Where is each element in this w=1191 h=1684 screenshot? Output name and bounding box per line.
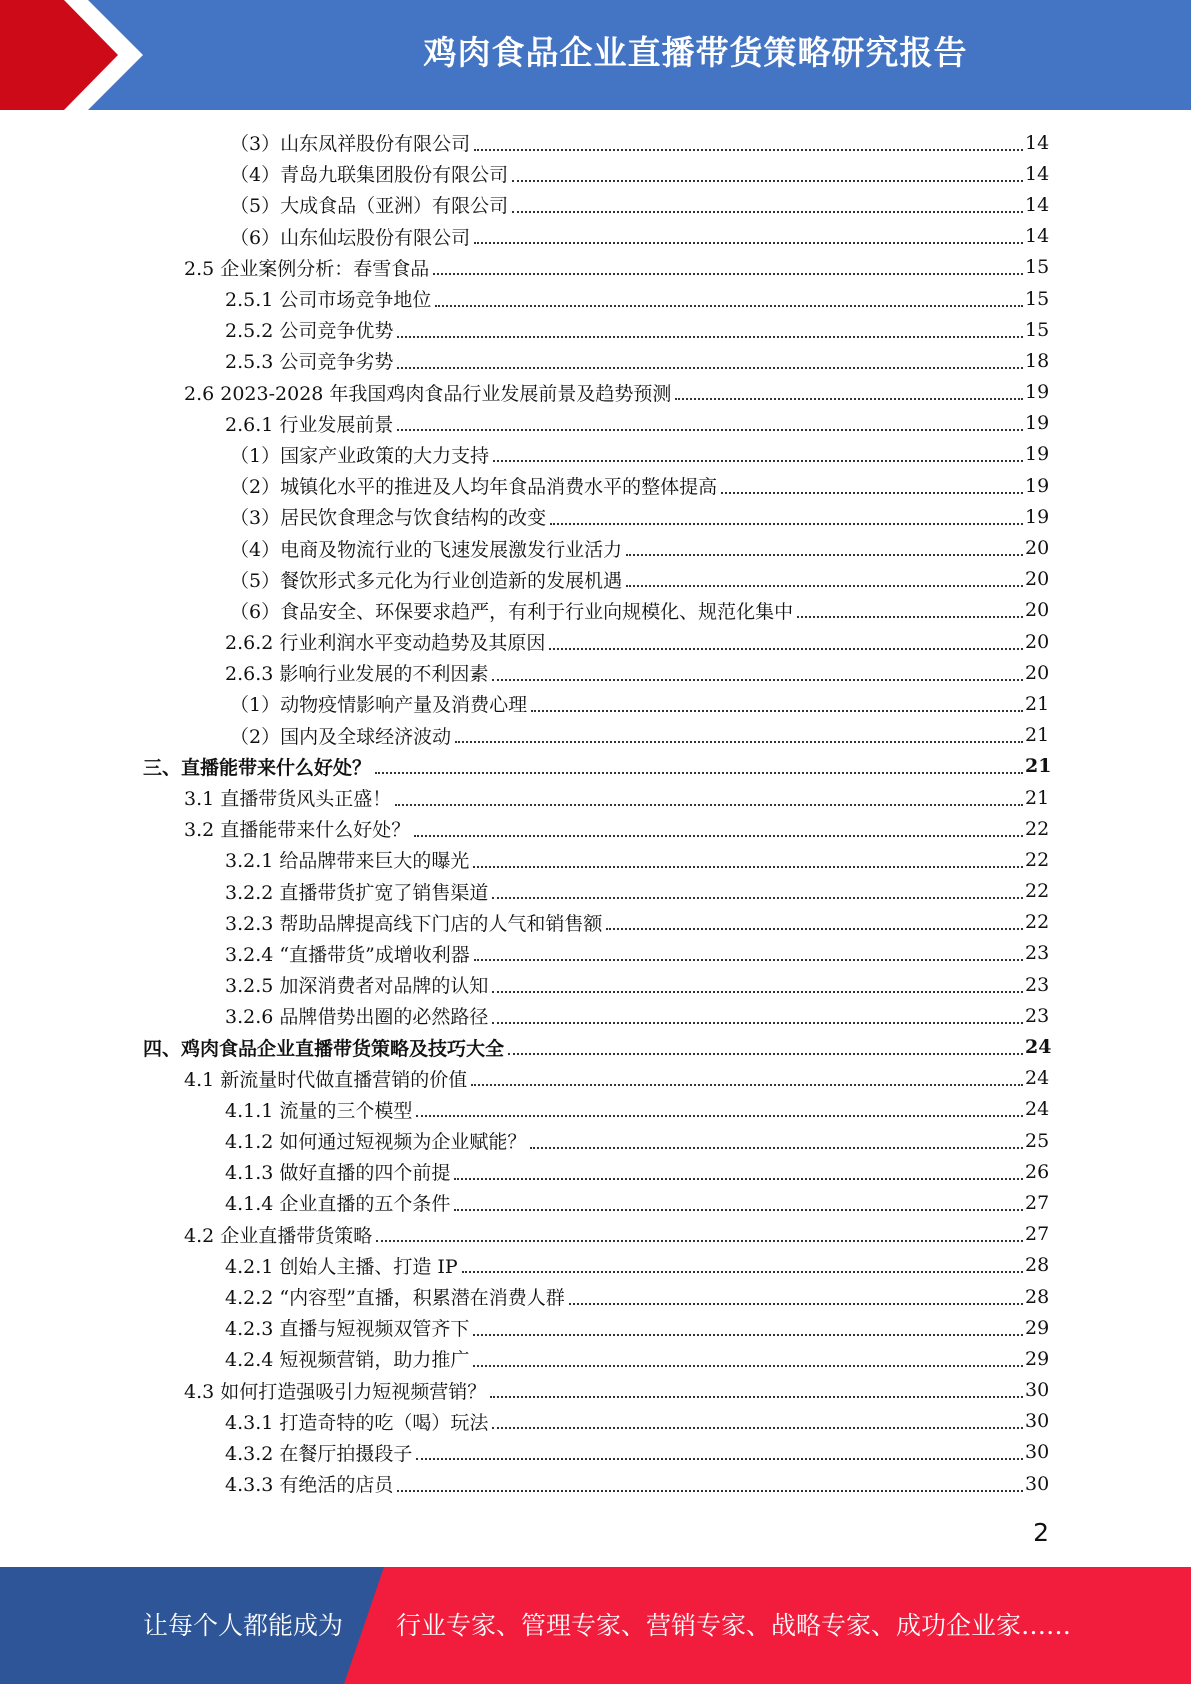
toc-entry[interactable]: [0, 314, 1049, 345]
report-title: 鸡肉食品企业直播带货策略研究报告: [423, 33, 968, 72]
toc-dot-leader: [721, 492, 1023, 494]
toc-entry-page: 20: [1025, 661, 1050, 684]
toc-entry-page: 25: [1025, 1129, 1050, 1152]
toc-entry-page: 28: [1025, 1285, 1050, 1308]
toc-entry-page: 24: [1025, 1036, 1052, 1059]
toc-entry-label: （4）电商及物流行业的飞速发展激发行业活力: [230, 538, 623, 561]
toc-entry[interactable]: [0, 1375, 1049, 1406]
toc-entry-page: 20: [1025, 568, 1050, 591]
toc-dot-leader: [569, 1303, 1023, 1305]
toc-entry-label: 3.2.5 加深消费者对品牌的认知: [225, 975, 489, 998]
toc-entry-label: 3.2.6 品牌借势出圈的必然路径: [225, 1006, 489, 1029]
toc-entry[interactable]: [0, 876, 1049, 907]
toc-dot-leader: [462, 1271, 1023, 1273]
toc-entry-page: 23: [1025, 942, 1050, 965]
toc-entry-page: 14: [1025, 162, 1050, 185]
toc-entry-label: 4.1.1 流量的三个模型: [225, 1099, 413, 1122]
toc-entry-label: （2）城镇化水平的推进及人均年食品消费水平的整体提高: [230, 476, 718, 499]
toc-entry-page: 28: [1025, 1254, 1050, 1277]
toc-entry[interactable]: [0, 1187, 1049, 1218]
toc-dot-leader: [471, 1084, 1023, 1086]
toc-entry-label: 4.2 企业直播带货策略: [184, 1224, 373, 1247]
toc-entry-label: 三、直播能带来什么好处？: [143, 756, 372, 779]
page-number: 2: [1033, 1518, 1049, 1547]
toc-entry-page: 19: [1025, 412, 1050, 435]
toc-entry[interactable]: [0, 782, 1049, 813]
toc-entry-label: （1）动物疫情影响产量及消费心理: [230, 694, 528, 717]
toc-entry-page: 19: [1025, 381, 1050, 404]
toc-entry-page: 14: [1025, 131, 1050, 154]
toc-entry-label: 2.5 企业案例分析：春雪食品: [184, 257, 430, 280]
toc-entry-label: 3.2.1 给品牌带来巨大的曝光: [225, 850, 470, 873]
toc-entry-label: 4.3.1 打造奇特的吃（喝）玩法: [225, 1411, 489, 1434]
toc-dot-leader: [492, 1022, 1023, 1024]
toc-entry-page: 27: [1025, 1191, 1050, 1214]
toc-entry[interactable]: [0, 252, 1049, 283]
toc-entry-page: 21: [1025, 724, 1050, 747]
toc-entry-page: 15: [1025, 318, 1050, 341]
toc-entry[interactable]: [0, 1094, 1049, 1125]
toc-entry-page: 29: [1025, 1347, 1050, 1370]
toc-entry[interactable]: [0, 1281, 1049, 1312]
toc-entry-label: （3）居民饮食理念与饮食结构的改变: [230, 507, 547, 530]
toc-entry[interactable]: [0, 127, 1049, 158]
toc-entry-label: 2.6.3 影响行业发展的不利因素: [225, 663, 489, 686]
toc-entry[interactable]: [0, 470, 1049, 501]
toc-entry-page: 15: [1025, 256, 1050, 279]
toc-entry-label: 4.1 新流量时代做直播营销的价值: [184, 1068, 468, 1091]
toc-entry-page: 22: [1025, 911, 1050, 934]
toc-entry[interactable]: [0, 1343, 1049, 1374]
toc-entry-page: 22: [1025, 880, 1050, 903]
toc-dot-leader: [492, 1427, 1023, 1429]
toc-entry-label: 2.6.2 行业利润水平变动趋势及其原因: [225, 632, 546, 655]
toc-entry-page: 20: [1025, 630, 1050, 653]
toc-entry-page: 14: [1025, 225, 1050, 248]
toc-dot-leader: [797, 616, 1023, 618]
toc-dot-leader: [376, 1240, 1023, 1242]
toc-entry-label: 4.3 如何打造强吸引力短视频营销？: [184, 1380, 487, 1403]
toc-dot-leader: [435, 305, 1023, 307]
toc-entry-page: 19: [1025, 474, 1050, 497]
toc-dot-leader: [550, 523, 1023, 525]
toc-entry-label: 4.1.4 企业直播的五个条件: [225, 1193, 451, 1216]
toc-dot-leader: [397, 429, 1023, 431]
toc-entry[interactable]: [0, 1250, 1049, 1281]
toc-dot-leader: [397, 367, 1023, 369]
toc-dot-leader: [474, 242, 1023, 244]
toc-entry-label: 4.2.3 直播与短视频双管齐下: [225, 1318, 470, 1341]
toc-entry-page: 22: [1025, 848, 1050, 871]
toc-entry-page: 19: [1025, 505, 1050, 528]
toc-entry-label: 3.2.2 直播带货扩宽了销售渠道: [225, 881, 489, 904]
toc-entry-label: 2.5.2 公司竞争优势: [225, 320, 394, 343]
toc-entry[interactable]: [0, 501, 1049, 532]
toc-entry-label: （3）山东凤祥股份有限公司: [230, 133, 471, 156]
page-header: [0, 0, 1191, 110]
toc-entry[interactable]: [0, 813, 1049, 844]
toc-dot-leader: [414, 835, 1023, 837]
toc-entry[interactable]: [0, 844, 1049, 875]
toc-dot-leader: [395, 804, 1023, 806]
toc-entry-label: （5）餐饮形式多元化为行业创造新的发展机遇: [230, 569, 623, 592]
toc-entry-label: 4.2.1 创始人主播、打造 IP: [225, 1255, 458, 1278]
toc-dot-leader: [474, 959, 1023, 961]
toc-dot-leader: [530, 1147, 1023, 1149]
toc-dot-leader: [492, 679, 1023, 681]
header-arrow-decoration: [0, 0, 170, 110]
toc-entry[interactable]: [0, 688, 1049, 719]
toc-entry[interactable]: [0, 1156, 1049, 1187]
toc-entry-label: （5）大成食品（亚洲）有限公司: [230, 195, 509, 218]
toc-dot-leader: [397, 336, 1023, 338]
toc-entry-page: 30: [1025, 1441, 1050, 1464]
toc-entry[interactable]: [0, 720, 1049, 751]
toc-entry-page: 22: [1025, 817, 1050, 840]
toc-dot-leader: [606, 928, 1023, 930]
toc-entry-label: 4.1.3 做好直播的四个前提: [225, 1162, 451, 1185]
toc-entry[interactable]: [0, 408, 1049, 439]
toc-entry[interactable]: [0, 1437, 1049, 1468]
toc-entry-page: 14: [1025, 193, 1050, 216]
toc-dot-leader: [474, 149, 1023, 151]
toc-entry-page: 19: [1025, 443, 1050, 466]
toc-entry[interactable]: [0, 751, 1052, 782]
toc-entry[interactable]: [0, 1219, 1049, 1250]
toc-entry-page: 21: [1025, 692, 1050, 715]
toc-entry-label: 2.6.1 行业发展前景: [225, 413, 394, 436]
toc-entry-page: 26: [1025, 1160, 1050, 1183]
toc-entry-page: 21: [1025, 755, 1052, 778]
toc-entry-page: 24: [1025, 1067, 1050, 1090]
toc-entry[interactable]: [0, 1406, 1049, 1437]
toc-entry-label: 3.1 直播带货风头正盛！: [184, 788, 392, 811]
toc-dot-leader: [512, 211, 1023, 213]
toc-entry[interactable]: [0, 1031, 1052, 1062]
toc-entry-page: 27: [1025, 1223, 1050, 1246]
toc-entry-page: 30: [1025, 1410, 1050, 1433]
toc-entry-page: 20: [1025, 599, 1050, 622]
toc-entry-label: 4.3.2 在餐厅拍摄段子: [225, 1442, 413, 1465]
toc-entry-label: （1）国家产业政策的大力支持: [230, 444, 490, 467]
toc-entry-label: （4）青岛九联集团股份有限公司: [230, 164, 509, 187]
toc-entry[interactable]: [0, 1125, 1049, 1156]
toc-dot-leader: [626, 585, 1023, 587]
toc-entry[interactable]: [0, 158, 1049, 189]
toc-entry-label: 3.2.3 帮助品牌提高线下门店的人气和销售额: [225, 912, 603, 935]
toc-entry-label: 2.6 2023-2028 年我国鸡肉食品行业发展前景及趋势预测: [184, 382, 672, 405]
toc-entry[interactable]: [0, 1468, 1049, 1499]
toc-entry[interactable]: [0, 564, 1049, 595]
toc-entry-label: 3.2.4 “直播带货”成增收利器: [225, 943, 470, 966]
toc-dot-leader: [531, 710, 1023, 712]
toc-dot-leader: [512, 180, 1023, 182]
toc-dot-leader: [492, 991, 1023, 993]
toc-entry-page: 29: [1025, 1316, 1050, 1339]
toc-entry-page: 30: [1025, 1472, 1050, 1495]
toc-entry[interactable]: [0, 345, 1049, 376]
toc-dot-leader: [416, 1458, 1023, 1460]
toc-dot-leader: [492, 897, 1023, 899]
toc-dot-leader: [473, 1365, 1023, 1367]
toc-entry-page: 23: [1025, 1004, 1050, 1027]
toc-entry-label: 四、鸡肉食品企业直播带货策略及技巧大全: [143, 1037, 505, 1060]
toc-entry-label: 2.5.1 公司市场竞争地位: [225, 289, 432, 312]
toc-entry-page: 23: [1025, 973, 1050, 996]
toc-entry-page: 18: [1025, 349, 1050, 372]
toc-entry-label: （2）国内及全球经济波动: [230, 725, 452, 748]
toc-entry[interactable]: [0, 907, 1049, 938]
toc-entry-label: 4.1.2 如何通过短视频为企业赋能？: [225, 1131, 527, 1154]
toc-entry-label: （6）山东仙坛股份有限公司: [230, 226, 471, 249]
toc-entry-label: 4.2.2 “内容型”直播，积累潜在消费人群: [225, 1287, 565, 1310]
toc-dot-leader: [675, 398, 1023, 400]
toc-dot-leader: [508, 1053, 1023, 1055]
toc-entry-label: 4.2.4 短视频营销，助力推广: [225, 1349, 470, 1372]
toc-dot-leader: [455, 741, 1023, 743]
toc-dot-leader: [473, 866, 1023, 868]
toc-dot-leader: [490, 1396, 1023, 1398]
toc-dot-leader: [397, 1490, 1023, 1492]
footer-slogan-left: 让每个人都能成为: [143, 1611, 344, 1640]
toc-entry-page: 21: [1025, 786, 1050, 809]
footer-slogan-right: 行业专家、管理专家、营销专家、战略专家、成功企业家……: [396, 1611, 1072, 1640]
toc-entry[interactable]: [0, 532, 1049, 563]
table-of-contents: [0, 127, 1191, 1499]
toc-entry[interactable]: [0, 1063, 1049, 1094]
toc-dot-leader: [375, 772, 1023, 774]
toc-dot-leader: [454, 1209, 1023, 1211]
toc-entry[interactable]: [0, 189, 1049, 220]
toc-entry-page: 15: [1025, 287, 1050, 310]
toc-entry[interactable]: [0, 1312, 1049, 1343]
toc-dot-leader: [626, 554, 1023, 556]
toc-entry[interactable]: [0, 1000, 1049, 1031]
toc-entry[interactable]: [0, 377, 1049, 408]
toc-entry[interactable]: [0, 969, 1049, 1000]
toc-dot-leader: [549, 648, 1023, 650]
toc-dot-leader: [493, 460, 1023, 462]
toc-entry-label: （6）食品安全、环保要求趋严，有利于行业向规模化、规范化集中: [230, 600, 794, 623]
toc-entry[interactable]: [0, 595, 1049, 626]
toc-entry[interactable]: [0, 626, 1049, 657]
toc-entry[interactable]: [0, 657, 1049, 688]
toc-entry-label: 3.2 直播能带来什么好处？: [184, 819, 411, 842]
toc-entry[interactable]: [0, 938, 1049, 969]
page-footer: [0, 1567, 1191, 1684]
toc-dot-leader: [454, 1178, 1023, 1180]
toc-entry[interactable]: [0, 221, 1049, 252]
toc-entry-label: 4.3.3 有绝活的店员: [225, 1474, 394, 1497]
toc-entry[interactable]: [0, 283, 1049, 314]
toc-entry-label: 2.5.3 公司竞争劣势: [225, 351, 394, 374]
toc-dot-leader: [473, 1334, 1023, 1336]
toc-entry-page: 30: [1025, 1379, 1050, 1402]
toc-entry-page: 24: [1025, 1098, 1050, 1121]
toc-dot-leader: [433, 273, 1023, 275]
toc-entry-page: 20: [1025, 537, 1050, 560]
toc-dot-leader: [416, 1115, 1023, 1117]
toc-entry[interactable]: [0, 439, 1049, 470]
